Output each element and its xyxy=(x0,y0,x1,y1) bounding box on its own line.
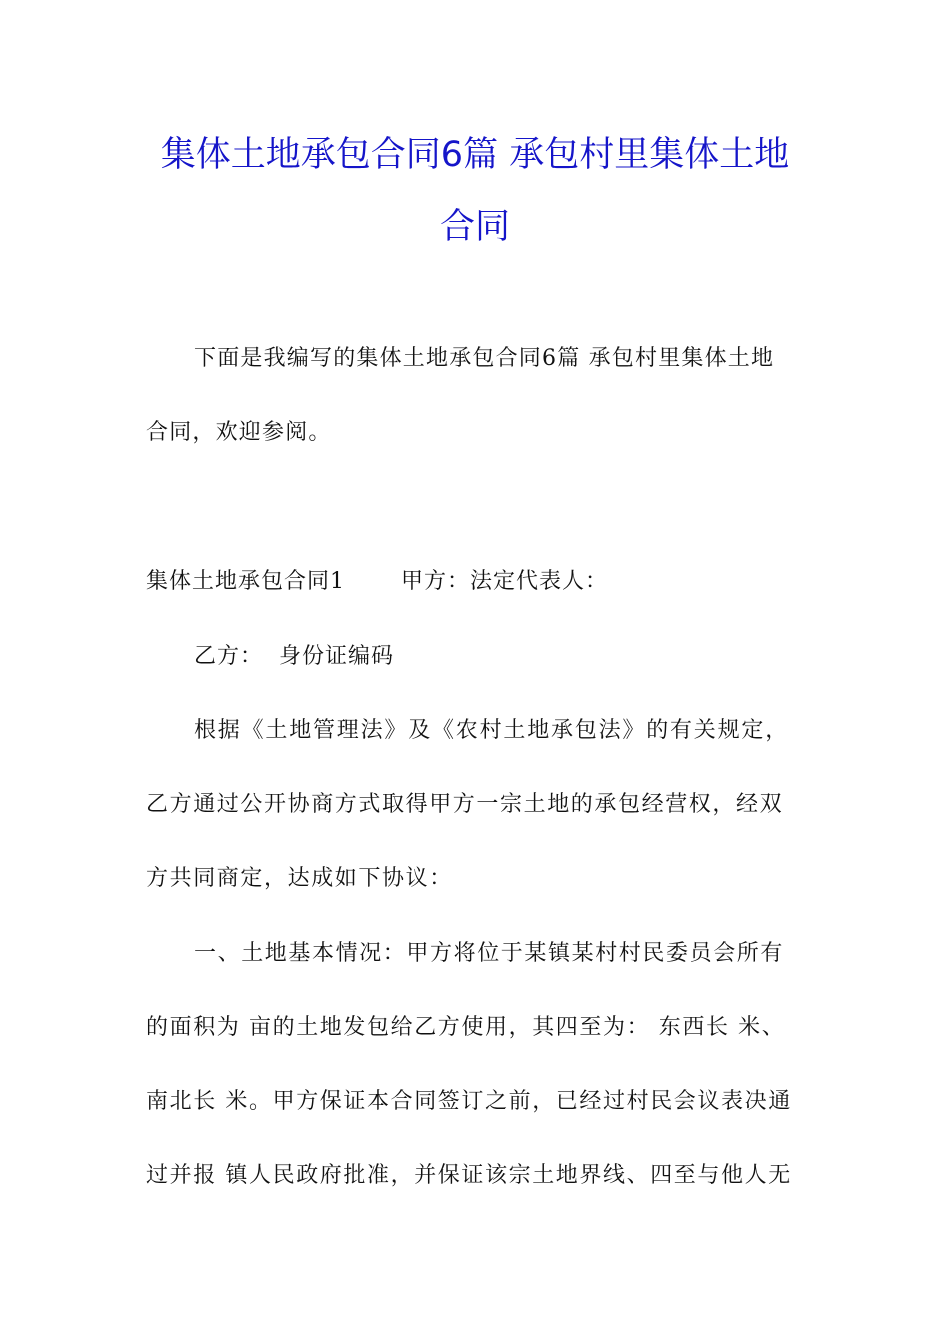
clause-1-line-3: 南北长 米。甲方保证本合同签订之前，已经过村民会议表决通 xyxy=(146,1089,792,1114)
basis-line-1: 根据《土地管理法》及《农村土地承包法》的有关规定， xyxy=(194,718,790,743)
party-b-line: 乙方： 身份证编码 xyxy=(194,644,394,669)
intro-line-2: 合同，欢迎参阅。 xyxy=(146,420,332,445)
clause-1-line-4: 过并报 镇人民政府批准，并保证该宗土地界线、四至与他人无 xyxy=(146,1163,792,1188)
intro-line-1: 下面是我编写的集体土地承包合同6篇 承包村里集体土地 xyxy=(194,346,775,371)
document-title-line-2: 合同 xyxy=(439,207,510,247)
clause-1-line-2: 的面积为 亩的土地发包给乙方使用，其四至为： 东西长 米、 xyxy=(146,1015,786,1040)
clause-1-line-1: 一、土地基本情况：甲方将位于某镇某村村民委员会所有 xyxy=(194,941,785,966)
document-title-line-1: 集体土地承包合同6篇 承包村里集体土地 xyxy=(160,135,790,175)
contract-heading: 集体土地承包合同1 甲方：法定代表人： xyxy=(146,569,608,594)
basis-line-3: 方共同商定，达成如下协议： xyxy=(146,866,453,891)
basis-line-2: 乙方通过公开协商方式取得甲方一宗土地的承包经营权，经双 xyxy=(146,792,784,817)
